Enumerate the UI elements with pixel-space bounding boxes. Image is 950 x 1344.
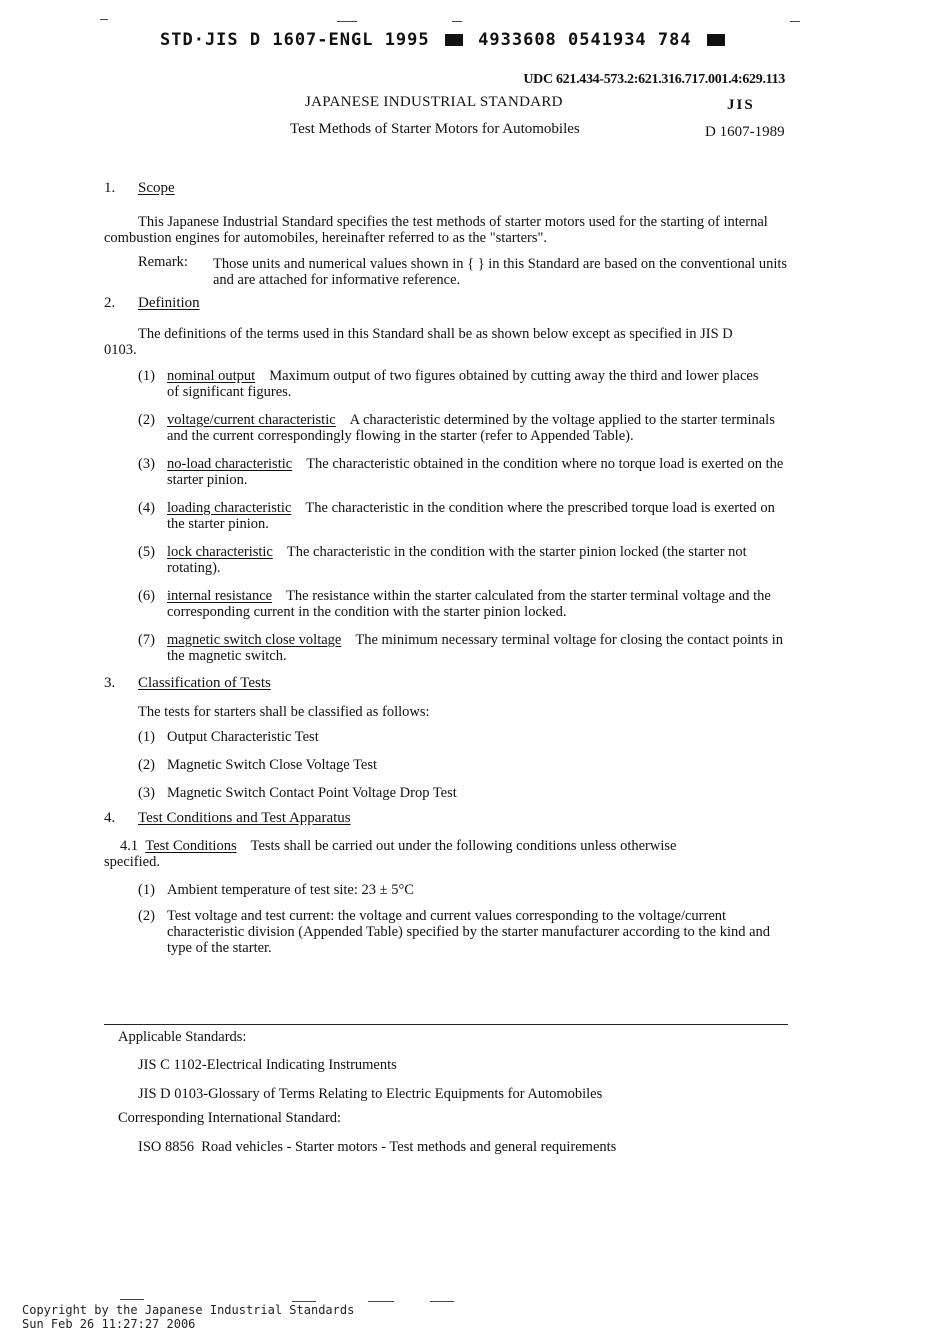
scan-mark [790,21,800,22]
definition-item: (2) voltage/current characteristic A characteristic determined by the voltage applied to the starter terminals and the current correspondingly flowing in the starter (refer to Appended Table). [138,412,775,444]
applicable-standard-item: JIS D 0103-Glossary of Terms Relating to Electric Equipments for Automobiles [138,1086,603,1102]
classification-item: (2) Magnetic Switch Close Voltage Test [138,757,378,773]
definition-item: (7) magnetic switch close voltage The minimum necessary terminal voltage for closing the contact points in the magnetic switch. [138,632,783,664]
footnote-divider [104,1024,788,1025]
subsection-title: Test Conditions [145,838,237,854]
international-standard-item: ISO 8856 Road vehicles - Starter motors - Test methods and general requirements [138,1139,617,1155]
classification-item: (1) Output Characteristic Test [138,729,319,745]
subsection-4-1: 4.1 Test Conditions Tests shall be carried out under the following conditions unless otherwise specified. [104,838,677,870]
scan-mark [292,1301,316,1302]
redaction-block-icon [445,34,463,46]
document-code: STD·JIS D 1607-ENGL 1995 [160,30,430,50]
document-title: Test Methods of Starter Motors for Automobiles [290,121,580,137]
section-heading-scope: 1. Scope [104,180,175,196]
classification-intro: The tests for starters shall be classified as follows: [138,704,430,720]
applicable-standards-label: Applicable Standards: [118,1029,247,1045]
document-serial: 4933608 0541934 784 [478,30,692,50]
classification-item: (3) Magnetic Switch Contact Point Voltage Drop Test [138,785,457,801]
standard-type: JAPANESE INDUSTRIAL STANDARD [305,94,563,110]
definition-item: (4) loading characteristic The characteristic in the condition where the prescribed torque load is exerted on the starter pinion. [138,500,775,532]
remark-label: Remark: [138,254,188,270]
copyright-line: Copyright by the Japanese Industrial Standards [22,1303,355,1317]
scan-mark [430,1301,454,1302]
international-standard-label: Corresponding International Standard: [118,1110,342,1126]
definition-item: (5) lock characteristic The characteristic in the condition with the starter pinion locked (the starter not rotating). [138,544,747,576]
section-heading-conditions: 4. Test Conditions and Test Apparatus [104,810,351,826]
scan-mark [452,21,462,22]
timestamp-line: Sun Feb 26 11:27:27 2006 [22,1317,196,1331]
section-heading-definition: 2. Definition [104,295,200,311]
redaction-block-icon [707,34,725,46]
document-number: D 1607-1989 [705,124,785,140]
definition-item: (3) no-load characteristic The characteristic obtained in the condition where no torque load is exerted on the starter pinion. [138,456,784,488]
scan-mark [100,19,108,20]
scan-mark [337,21,357,22]
scan-mark [368,1301,394,1302]
document-code-line [160,30,729,50]
remark-text: Those units and numerical values shown in { } in this Standard are based on the conventional units and are attached for informative reference. [213,256,788,288]
condition-item: (2) Test voltage and test current: the voltage and current values corresponding to the voltage/current characteristic division (Appended Table) specified by the starter manufacturer according to the kind and type of the starter. [138,908,771,956]
jis-label: JIS [727,97,755,113]
udc-code: UDC 621.434-573.2:621.316.717.001.4:629.113 [523,72,785,87]
scope-paragraph: This Japanese Industrial Standard specifies the test methods of starter motors used for the starting of internal combustion engines for automobiles, hereinafter referred to as the "starters". [104,214,768,246]
section-heading-classification: 3. Classification of Tests [104,675,271,691]
applicable-standard-item: JIS C 1102-Electrical Indicating Instruments [138,1057,397,1073]
definition-item: (6) internal resistance The resistance within the starter calculated from the starter terminal voltage and the corresponding current in the condition with the starter pinion locked. [138,588,771,620]
definition-intro: The definitions of the terms used in this Standard shall be as shown below except as specified in JIS D 0103. [104,326,733,358]
definition-item: (1) nominal output Maximum output of two figures obtained by cutting away the third and lower places of significant figures. [138,368,759,400]
condition-item: (1) Ambient temperature of test site: 23 ± 5°C [138,882,414,898]
scan-mark [120,1299,144,1300]
